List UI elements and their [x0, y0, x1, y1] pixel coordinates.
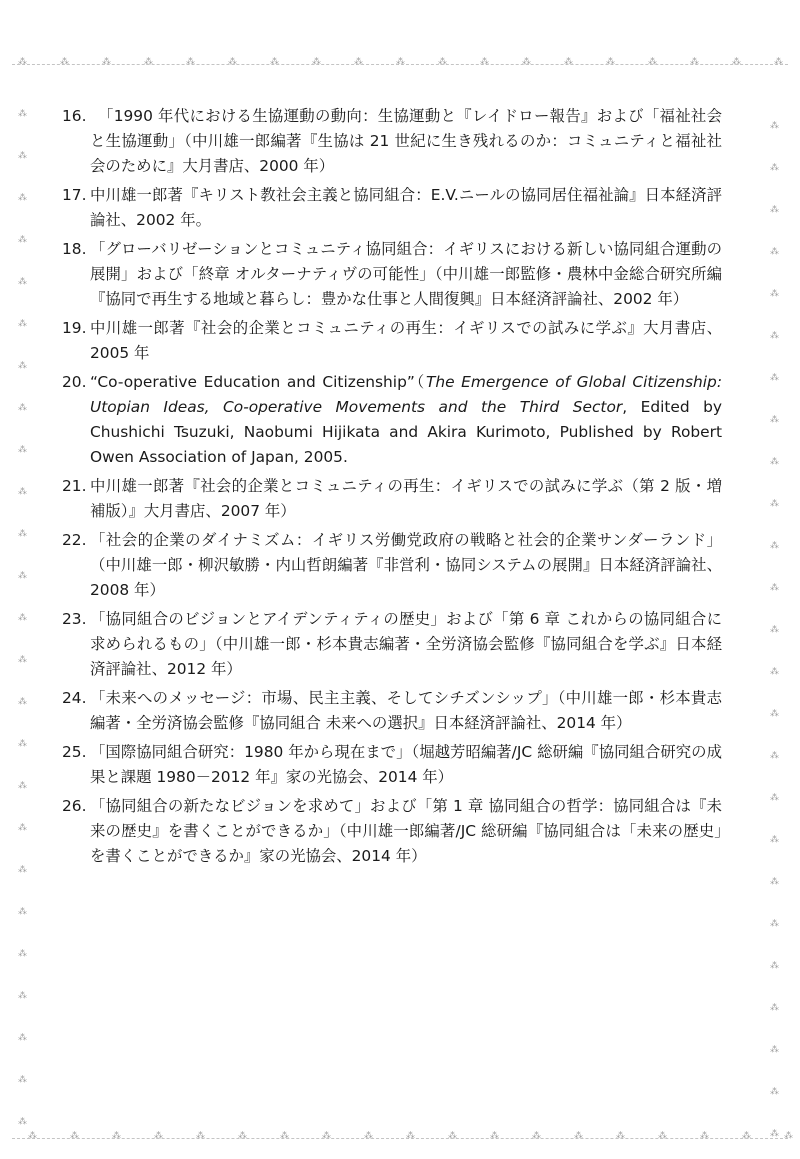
flower-ornament-icon: ⁂	[396, 57, 405, 67]
flower-ornament-icon: ⁂	[312, 57, 321, 67]
flower-ornament-icon: ⁂	[770, 331, 779, 341]
reference-text	[90, 316, 722, 366]
reference-number: 22.	[62, 531, 87, 549]
reference-text	[90, 686, 722, 736]
reference-text-segment: 中川雄一郎著『キリスト教社会主義と協同組合：E.V.ニールの協同居住福祉論』日本経済評論社、2002 年。	[90, 186, 722, 229]
flower-ornament-icon: ⁂	[648, 57, 657, 67]
flower-ornament-icon: ⁂	[770, 919, 779, 929]
flower-ornament-icon: ⁂	[228, 57, 237, 67]
flower-ornament-icon: ⁂	[522, 57, 531, 67]
flower-ornament-icon: ⁂	[438, 57, 447, 67]
flower-ornament-icon: ⁂	[770, 709, 779, 719]
reference-text	[90, 607, 722, 682]
flower-ornament-icon: ⁂	[18, 1075, 27, 1085]
flower-ornament-icon: ⁂	[18, 529, 27, 539]
flower-ornament-icon: ⁂	[18, 571, 27, 581]
flower-ornament-icon: ⁂	[18, 403, 27, 413]
reference-item	[62, 237, 722, 312]
reference-text-segment: 「社会的企業のダイナミズム：イギリス労働党政府の戦略と社会的企業サンダーランド」（中川雄一郎・柳沢敏勝・内山哲朗編著『非営利・協同システムの展開』日本経済評論社、2008 年）	[90, 531, 722, 599]
flower-ornament-icon: ⁂	[144, 57, 153, 67]
flower-ornament-icon: ⁂	[770, 457, 779, 467]
flower-ornament-icon: ⁂	[18, 57, 27, 67]
flower-ornament-icon: ⁂	[770, 205, 779, 215]
reference-number: 20.	[62, 373, 87, 391]
flower-ornament-icon: ⁂	[18, 613, 27, 623]
flower-ornament-icon: ⁂	[770, 625, 779, 635]
reference-item	[62, 607, 722, 682]
flower-ornament-icon: ⁂	[774, 57, 783, 67]
flower-ornament-icon: ⁂	[770, 877, 779, 887]
flower-ornament-icon: ⁂	[770, 499, 779, 509]
flower-ornament-icon: ⁂	[770, 121, 779, 131]
reference-text-segment: 「協同組合のビジョンとアイデンティティの歴史」および「第 6 章 これからの協同組合に求められるもの」（中川雄一郎・杉本貴志編著・全労済協会監修『協同組合を学ぶ』日本経済評論社、2012 年）	[90, 610, 722, 678]
flower-ornament-icon: ⁂	[770, 541, 779, 551]
flower-ornament-icon: ⁂	[18, 445, 27, 455]
flower-ornament-icon: ⁂	[18, 865, 27, 875]
flower-ornament-icon: ⁂	[18, 151, 27, 161]
flower-ornament-icon: ⁂	[770, 667, 779, 677]
reference-number: 26.	[62, 797, 87, 815]
flower-ornament-icon: ⁂	[770, 289, 779, 299]
reference-text-segment: 中川雄一郎著『社会的企業とコミュニティの再生：イギリスでの試みに学ぶ（第 2 版・増補版）』大月書店、2007 年）	[90, 477, 722, 520]
reference-title-italic: The Emergence of Global Citizenship: Utopian Ideas, Co-operative Movements and the Third Sector	[90, 373, 722, 416]
flower-ornament-icon: ⁂	[480, 57, 489, 67]
reference-number: 19.	[62, 319, 87, 337]
flower-ornament-icon: ⁂	[18, 991, 27, 1001]
flower-ornament-icon: ⁂	[770, 1045, 779, 1055]
flower-ornament-icon: ⁂	[690, 57, 699, 67]
flower-ornament-icon: ⁂	[102, 57, 111, 67]
flower-ornament-icon: ⁂	[770, 793, 779, 803]
flower-ornament-icon: ⁂	[18, 361, 27, 371]
reference-number: 23.	[62, 610, 87, 628]
reference-number: 24.	[62, 689, 87, 707]
flower-ornament-icon: ⁂	[784, 1131, 793, 1141]
reference-text-segment: , Edited by Chushichi Tsuzuki, Naobumi Hijikata and Akira Kurimoto, Published by Robert Owen Association of Japan, 2005.	[90, 398, 722, 466]
reference-number: 17.	[62, 186, 87, 204]
reference-text-segment: 中川雄一郎著『社会的企業とコミュニティの再生：イギリスでの試みに学ぶ』大月書店、2005 年	[90, 319, 722, 362]
flower-ornament-icon: ⁂	[196, 1131, 205, 1141]
flower-ornament-icon: ⁂	[28, 1131, 37, 1141]
flower-ornament-icon: ⁂	[18, 319, 27, 329]
flower-ornament-icon: ⁂	[322, 1131, 331, 1141]
flower-ornament-icon: ⁂	[70, 1131, 79, 1141]
flower-ornament-icon: ⁂	[406, 1131, 415, 1141]
reference-number: 16.	[62, 107, 87, 125]
reference-item	[62, 104, 722, 179]
flower-ornament-icon: ⁂	[18, 1117, 27, 1127]
reference-text	[90, 474, 722, 524]
flower-ornament-icon: ⁂	[18, 193, 27, 203]
flower-ornament-icon: ⁂	[280, 1131, 289, 1141]
flower-ornament-icon: ⁂	[770, 1003, 779, 1013]
flower-ornament-icon: ⁂	[238, 1131, 247, 1141]
reference-item	[62, 740, 722, 790]
flower-ornament-icon: ⁂	[770, 1087, 779, 1097]
flower-ornament-icon: ⁂	[18, 487, 27, 497]
flower-ornament-icon: ⁂	[770, 1129, 779, 1139]
reference-number: 25.	[62, 743, 87, 761]
flower-ornament-icon: ⁂	[732, 57, 741, 67]
flower-ornament-icon: ⁂	[564, 57, 573, 67]
reference-text-segment: 「1990 年代における生協運動の動向：生協運動と『レイドロー報告』および「福祉社会と生協運動」（中川雄一郎編著『生協は 21 世紀に生き残れるのか：コミュニティと福祉社会のために』大月書店、2000 年）	[90, 107, 722, 175]
flower-ornament-icon: ⁂	[18, 235, 27, 245]
reference-item	[62, 316, 722, 366]
flower-ornament-icon: ⁂	[354, 57, 363, 67]
flower-ornament-icon: ⁂	[60, 57, 69, 67]
flower-ornament-icon: ⁂	[770, 163, 779, 173]
reference-list	[62, 104, 722, 873]
flower-ornament-icon: ⁂	[18, 781, 27, 791]
reference-item	[62, 474, 722, 524]
reference-text	[90, 740, 722, 790]
reference-item	[62, 183, 722, 233]
flower-ornament-icon: ⁂	[616, 1131, 625, 1141]
flower-ornament-icon: ⁂	[18, 109, 27, 119]
reference-text-segment: 「国際協同組合研究：1980 年から現在まで」（堀越芳昭編著/JC 総研編『協同組合研究の成果と課題 1980－2012 年』家の光協会、2014 年）	[90, 743, 722, 786]
reference-item	[62, 370, 722, 470]
reference-text	[90, 528, 722, 603]
reference-text-segment: 「グローバリゼーションとコミュニティ協同組合：イギリスにおける新しい協同組合運動の展開」および「終章 オルターナティヴの可能性」（中川雄一郎監修・農林中金総合研究所編『協同で再生する地域と暮らし：豊かな仕事と人間復興』日本経済評論社、2002 年）	[90, 240, 722, 308]
flower-ornament-icon: ⁂	[18, 1033, 27, 1043]
reference-item	[62, 528, 722, 603]
flower-ornament-icon: ⁂	[154, 1131, 163, 1141]
bottom-dotted-border	[12, 1138, 788, 1139]
flower-ornament-icon: ⁂	[18, 697, 27, 707]
flower-ornament-icon: ⁂	[186, 57, 195, 67]
reference-text-segment: 「協同組合の新たなビジョンを求めて」および「第 1 章 協同組合の哲学：協同組合は『未来の歴史』を書くことができるか」（中川雄一郎編著/JC 総研編『協同組合は「未来の歴史」を書くことができるか』家の光協会、2014 年）	[90, 797, 722, 865]
reference-item	[62, 686, 722, 736]
flower-ornament-icon: ⁂	[770, 415, 779, 425]
flower-ornament-icon: ⁂	[364, 1131, 373, 1141]
reference-text-segment: 「未来へのメッセージ：市場、民主主義、そしてシチズンシップ」（中川雄一郎・杉本貴志編著・全労済協会監修『協同組合 未来への選択』日本経済評論社、2014 年）	[90, 689, 722, 732]
flower-ornament-icon: ⁂	[270, 57, 279, 67]
flower-ornament-icon: ⁂	[532, 1131, 541, 1141]
flower-ornament-icon: ⁂	[742, 1131, 751, 1141]
reference-text	[90, 237, 722, 312]
reference-text	[90, 794, 722, 869]
flower-ornament-icon: ⁂	[18, 823, 27, 833]
flower-ornament-icon: ⁂	[18, 907, 27, 917]
flower-ornament-icon: ⁂	[448, 1131, 457, 1141]
flower-ornament-icon: ⁂	[770, 961, 779, 971]
flower-ornament-icon: ⁂	[770, 373, 779, 383]
flower-ornament-icon: ⁂	[18, 655, 27, 665]
reference-text	[90, 183, 722, 233]
reference-text-segment: “Co-operative Education and Citizenship”（	[90, 373, 426, 391]
flower-ornament-icon: ⁂	[658, 1131, 667, 1141]
flower-ornament-icon: ⁂	[490, 1131, 499, 1141]
flower-ornament-icon: ⁂	[574, 1131, 583, 1141]
flower-ornament-icon: ⁂	[770, 835, 779, 845]
flower-ornament-icon: ⁂	[18, 277, 27, 287]
flower-ornament-icon: ⁂	[700, 1131, 709, 1141]
flower-ornament-icon: ⁂	[770, 247, 779, 257]
flower-ornament-icon: ⁂	[770, 751, 779, 761]
reference-item	[62, 794, 722, 869]
flower-ornament-icon: ⁂	[18, 949, 27, 959]
flower-ornament-icon: ⁂	[770, 583, 779, 593]
reference-number: 18.	[62, 240, 87, 258]
flower-ornament-icon: ⁂	[606, 57, 615, 67]
reference-text	[90, 370, 722, 470]
flower-ornament-icon: ⁂	[18, 739, 27, 749]
reference-text	[90, 104, 722, 179]
flower-ornament-icon: ⁂	[112, 1131, 121, 1141]
reference-number: 21.	[62, 477, 87, 495]
